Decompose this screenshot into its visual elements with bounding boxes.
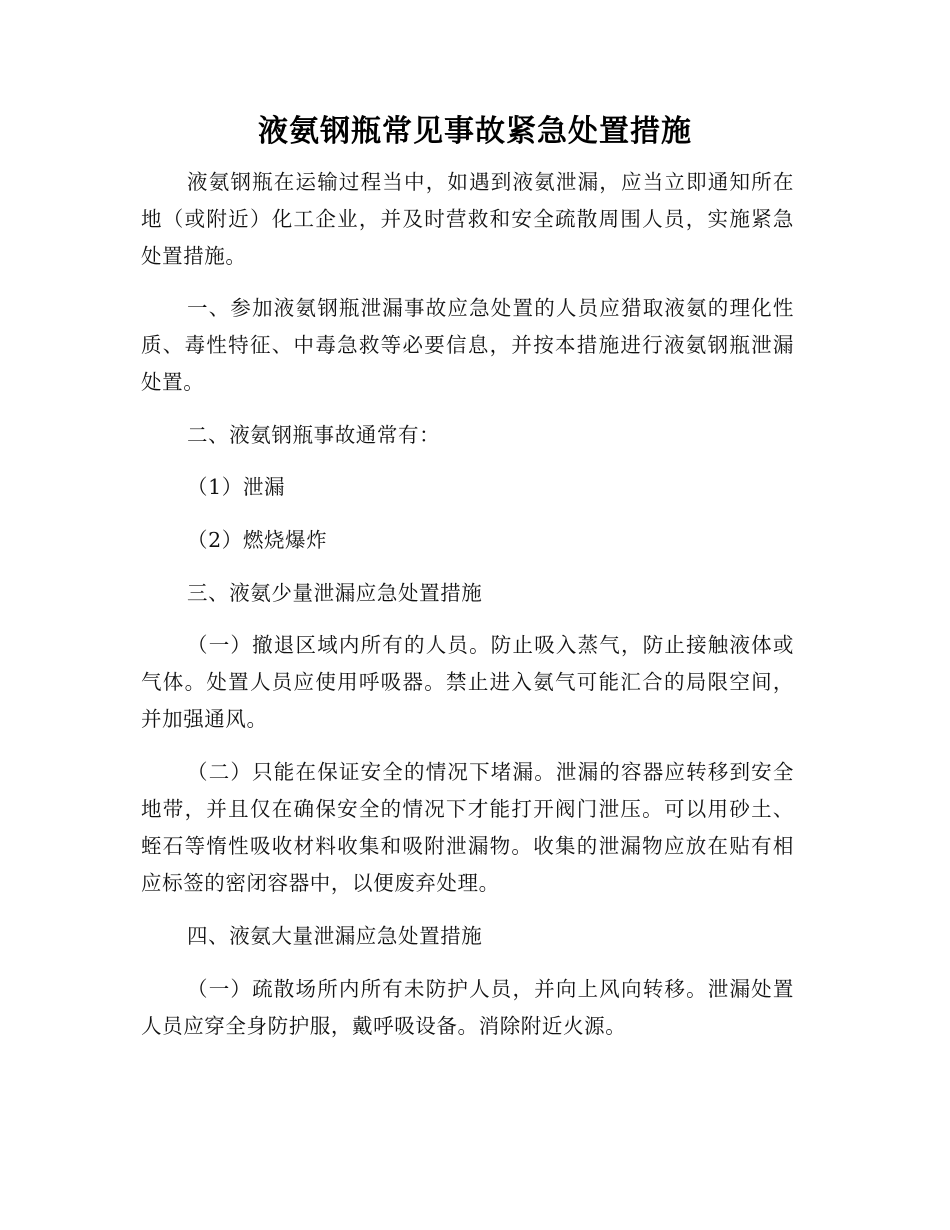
paragraph-intro: 液氨钢瓶在运输过程当中，如遇到液氨泄漏，应当立即通知所在地（或附近）化工企业，并及时营救和安全疏散周围人员，实施紧急处置措施。 <box>141 170 794 268</box>
list-item-fire-explosion: （2）燃烧爆炸 <box>187 528 328 552</box>
list-item-leak: （1）泄漏 <box>187 475 286 499</box>
paragraph-section-3-item-1: （一）撤退区域内所有的人员。防止吸入蒸气，防止接触液体或气体。处置人员应使用呼吸器。禁止进入氨气可能汇合的局限空间，并加强通风。 <box>141 633 794 731</box>
paragraph-section-3-heading: 三、液氨少量泄漏应急处置措施 <box>187 581 483 605</box>
paragraph-section-3-item-2: （二）只能在保证安全的情况下堵漏。泄漏的容器应转移到安全地带，并且仅在确保安全的情况下才能打开阀门泄压。可以用砂土、蛭石等惰性吸收材料收集和吸附泄漏物。收集的泄漏物应放在贴有相应标签的密闭容器中，以便废弃处理。 <box>141 760 794 895</box>
paragraph-section-1: 一、参加液氨钢瓶泄漏事故应急处置的人员应猎取液氨的理化性质、毒性特征、中毒急救等必要信息，并按本措施进行液氨钢瓶泄漏处置。 <box>141 296 794 394</box>
paragraph-section-4-item-1: （一）疏散场所内所有未防护人员，并向上风向转移。泄漏处置人员应穿全身防护服，戴呼吸设备。消除附近火源。 <box>141 977 794 1038</box>
paragraph-section-4-heading: 四、液氨大量泄漏应急处置措施 <box>187 924 483 948</box>
document-title: 液氨钢瓶常见事故紧急处置措施 <box>258 114 692 149</box>
paragraph-section-2-heading: 二、液氨钢瓶事故通常有： <box>187 423 441 447</box>
